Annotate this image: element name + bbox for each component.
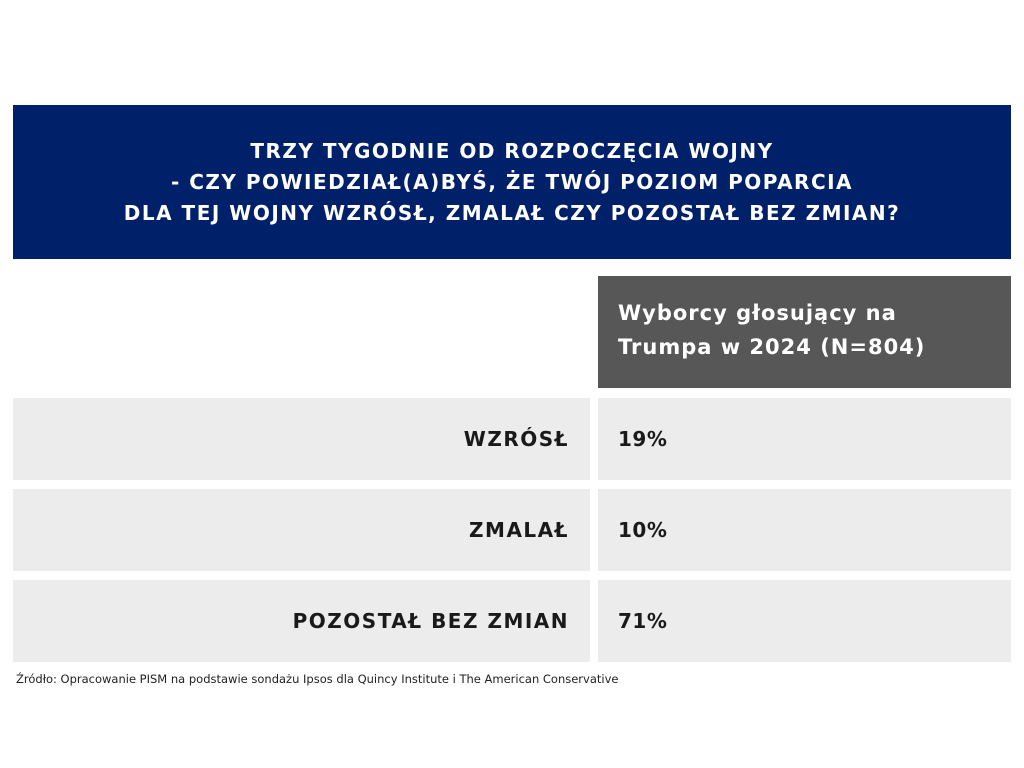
- row-value-decreased: 10%: [618, 518, 668, 542]
- row-label-cell-decreased: [13, 489, 590, 571]
- title-line-2: - CZY POWIEDZIAŁ(A)BYŚ, ŻE TWÓJ POZIOM POPARCIA: [170, 169, 854, 194]
- title-line-1: TRZY TYGODNIE OD ROZPOCZĘCIA WOJNY: [250, 138, 774, 163]
- row-label-increased: WZRÓSŁ: [463, 427, 569, 451]
- row-label-decreased: ZMALAŁ: [469, 518, 569, 542]
- title-line-3: DLA TEJ WOJNY WZRÓSŁ, ZMALAŁ CZY POZOSTAŁ BEZ ZMIAN?: [123, 200, 901, 225]
- row-value-unchanged: 71%: [618, 609, 668, 633]
- row-value-cell-decreased: [598, 489, 1011, 571]
- chart-title: [13, 105, 1011, 259]
- row-label-cell-unchanged: [13, 580, 590, 662]
- row-value-cell-unchanged: [598, 580, 1011, 662]
- row-label-unchanged: POZOSTAŁ BEZ ZMIAN: [292, 609, 569, 633]
- column-header-line-1: Wyborcy głosujący na: [618, 301, 897, 325]
- row-label-cell-increased: [13, 398, 590, 480]
- source-note: Źródło: Opracowanie PISM na podstawie sondażu Ipsos dla Quincy Institute i The American Conservative: [16, 672, 619, 686]
- row-value-cell-increased: [598, 398, 1011, 480]
- row-value-increased: 19%: [618, 427, 668, 451]
- column-header: [598, 276, 1011, 388]
- column-header-line-2: Trumpa w 2024 (N=804): [618, 335, 926, 359]
